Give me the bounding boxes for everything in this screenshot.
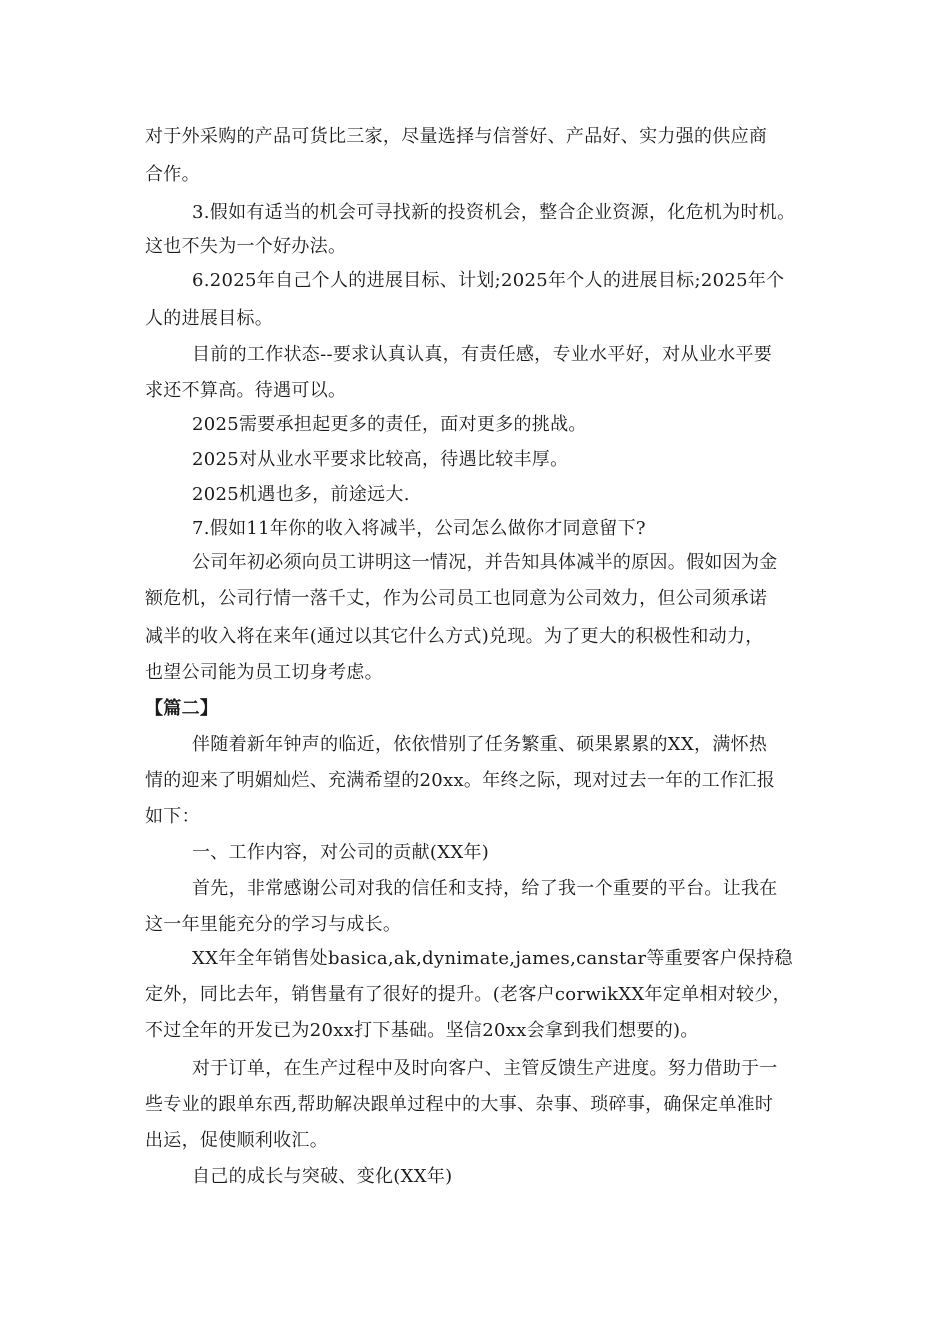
paragraph-line: 目前的工作状态--要求认真认真，有责任感，专业水平好，对从业水平要	[192, 344, 773, 365]
subheading-line: 自己的成长与突破、变化(XX年)	[192, 1166, 453, 1187]
paragraph-line: 出运，促使顺利收汇。	[145, 1130, 328, 1151]
paragraph-line: 伴随着新年钟声的临近，依依惜别了任务繁重、硕果累累的XX，满怀热	[192, 734, 768, 755]
paragraph-line: 公司年初必须向员工讲明这一情况，并告知具体减半的原因。假如因为金	[192, 552, 778, 573]
paragraph-line: 对于外采购的产品可货比三家，尽量选择与信誉好、产品好、实力强的供应商	[145, 126, 768, 147]
paragraph-line: 6.2025年自己个人的进展目标、计划;2025年个人的进展目标;2025年个	[192, 270, 785, 291]
paragraph-line: 2025对从业水平要求比较高，待遇比较丰厚。	[192, 449, 569, 470]
paragraph-line: 些专业的跟单东西,帮助解决跟单过程中的大事、杂事、琐碎事，确保定单准时	[145, 1094, 774, 1115]
paragraph-line: 2025需要承担起更多的责任，面对更多的挑战。	[192, 414, 587, 435]
paragraph-line: 这一年里能充分的学习与成长。	[145, 914, 402, 935]
paragraph-line: 人的进展目标。	[145, 308, 274, 329]
paragraph-line: 3.假如有适当的机会可寻找新的投资机会，整合企业资源，化危机为时机。	[192, 202, 796, 223]
paragraph-line: 不过全年的开发已为20xx打下基础。坚信20xx会拿到我们想要的)。	[145, 1020, 699, 1041]
paragraph-line: 对于订单，在生产过程中及时向客户、主管反馈生产进度。努力借助于一	[192, 1058, 778, 1079]
paragraph-line: 也望公司能为员工切身考虑。	[145, 662, 383, 683]
paragraph-line: 情的迎来了明媚灿烂、充满希望的20xx。年终之际，现对过去一年的工作汇报	[145, 770, 776, 791]
paragraph-line: 定外，同比去年，销售量有了很好的提升。(老客户corwikXX年定单相对较少，	[145, 984, 791, 1005]
paragraph-line: 求还不算高。待遇可以。	[145, 380, 347, 401]
paragraph-line: 合作。	[145, 164, 200, 185]
paragraph-line: XX年全年销售处basica,ak,dynimate,james,canstar等重要客户保持稳	[192, 948, 793, 969]
subheading-line: 一、工作内容，对公司的贡献(XX年)	[192, 842, 490, 863]
paragraph-line: 首先，非常感谢公司对我的信任和支持，给了我一个重要的平台。让我在	[192, 878, 778, 899]
paragraph-line: 这也不失为一个好办法。	[145, 236, 347, 257]
paragraph-line: 减半的收入将在来年(通过以其它什么方式)兑现。为了更大的积极性和动力，	[145, 626, 764, 647]
paragraph-line: 2025机遇也多，前途远大.	[192, 484, 410, 505]
section-heading: 【篇二】	[145, 698, 219, 719]
paragraph-line: 额危机，公司行情一落千丈，作为公司员工也同意为公司效力，但公司须承诺	[145, 588, 768, 609]
paragraph-line: 7.假如11年你的收入将减半，公司怎么做你才同意留下?	[192, 518, 646, 539]
paragraph-line: 如下：	[145, 806, 200, 827]
